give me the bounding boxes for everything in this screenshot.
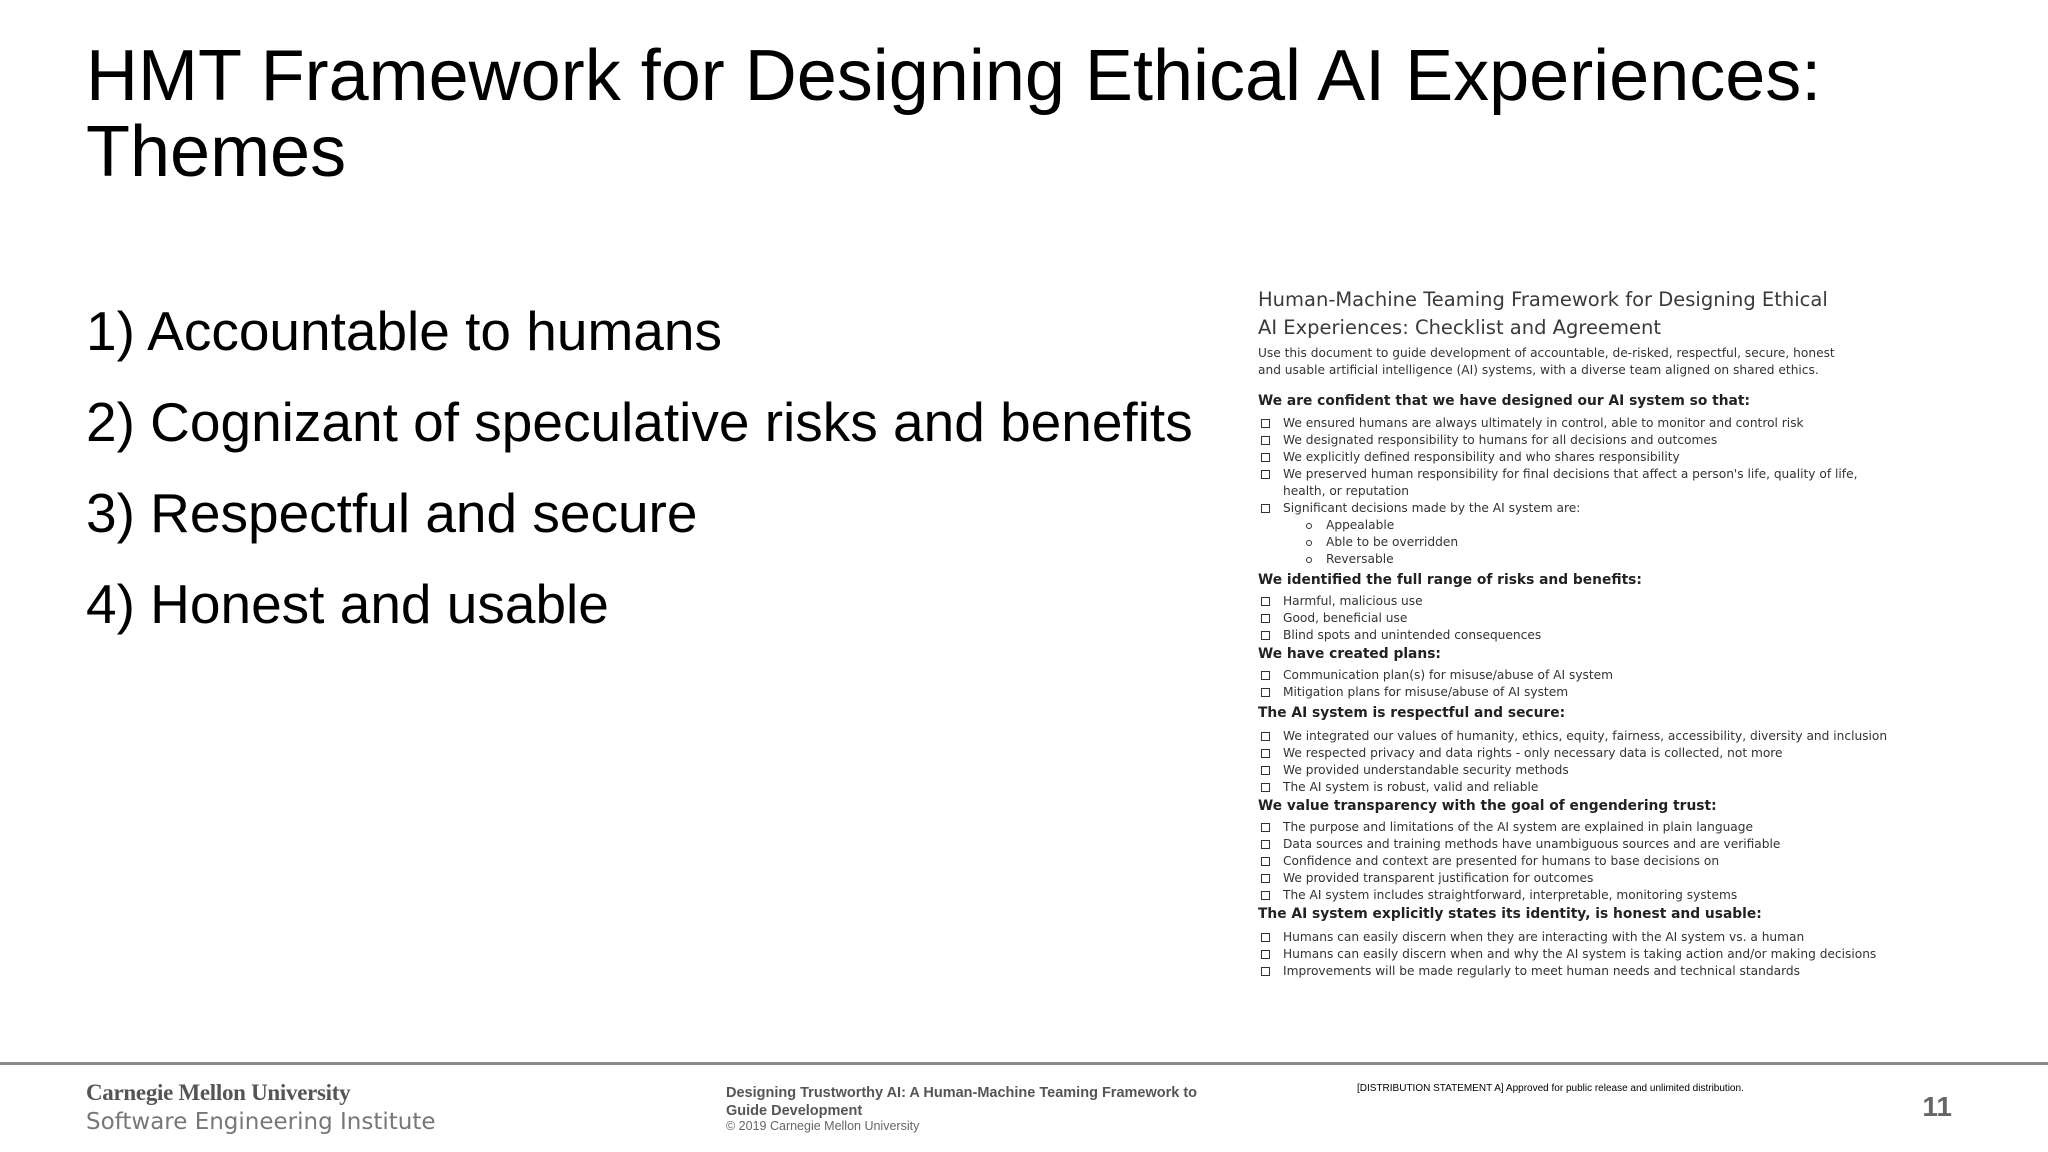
checklist-item-text: Data sources and training methods have unambiguous sources and are verifiable: [1283, 837, 1781, 851]
checklist-title-line: AI Experiences: Checklist and Agreement: [1258, 316, 1661, 339]
sei-logo-text: Software Engineering Institute: [86, 1109, 436, 1135]
checklist-item-text: The AI system is robust, valid and reliable: [1283, 780, 1539, 794]
checklist-item-text: The AI system includes straightforward, interpretable, monitoring systems: [1283, 888, 1738, 902]
checklist-item: [1258, 728, 1888, 745]
checklist-item: [1258, 593, 1868, 610]
checklist-subitem-text: Reversable: [1326, 552, 1394, 566]
checklist-item-text: We provided transparent justification for outcomes: [1283, 871, 1594, 885]
checkbox-icon: [1261, 891, 1270, 900]
checklist-item: [1258, 963, 1868, 980]
checklist-item: [1258, 610, 1868, 627]
theme-item: 4) Honest and usable: [86, 573, 609, 635]
checklist-item: [1258, 449, 1868, 466]
checkbox-icon: [1261, 671, 1270, 680]
checklist-item: [1258, 946, 1877, 963]
checklist-item: [1258, 432, 1868, 449]
checklist-item: [1258, 762, 1868, 779]
checkbox-icon: [1261, 631, 1270, 640]
checkbox-icon: [1261, 688, 1270, 697]
checklist-item-text: Good, beneficial use: [1283, 611, 1408, 625]
checklist-item: [1258, 466, 1868, 483]
checklist-item-text: We ensured humans are always ultimately in control, able to monitor and control risk: [1283, 416, 1804, 430]
checklist-item: [1258, 887, 1868, 904]
checklist-item: [1258, 415, 1868, 432]
checklist-item: [1258, 667, 1868, 684]
checklist-section-heading: The AI system is respectful and secure:: [1258, 705, 1566, 721]
checklist-item: [1258, 684, 1868, 701]
checkbox-icon: [1261, 749, 1270, 758]
checklist-item-text: Confidence and context are presented for humans to base decisions on: [1283, 854, 1720, 868]
checklist-item-text: Blind spots and unintended consequences: [1283, 628, 1542, 642]
footer-divider: [0, 1062, 2048, 1065]
checkbox-icon: [1261, 874, 1270, 883]
checklist-intro-line: Use this document to guide development of accountable, de-risked, respectful, secure, honest: [1258, 346, 1835, 360]
checklist-item-text: Communication plan(s) for misuse/abuse of AI system: [1283, 668, 1614, 682]
checkbox-icon: [1261, 766, 1270, 775]
checklist-item: [1258, 853, 1868, 870]
checkbox-icon: [1261, 783, 1270, 792]
checklist-section-heading: We have created plans:: [1258, 646, 1441, 662]
cmu-logo-text: Carnegie Mellon University: [86, 1080, 351, 1105]
checklist-item: [1258, 819, 1868, 836]
checklist-item: [1258, 627, 1868, 644]
checklist-item: [1258, 745, 1868, 762]
circle-bullet-icon: [1306, 557, 1312, 563]
checkbox-icon: [1261, 436, 1270, 445]
checklist-item: [1258, 500, 1868, 517]
checkbox-icon: [1261, 419, 1270, 428]
checklist-item: [1258, 779, 1868, 796]
theme-item: 3) Respectful and secure: [86, 482, 698, 544]
checklist-item-text: We integrated our values of humanity, ethics, equity, fairness, accessibility, diversity and inclusion: [1283, 729, 1888, 743]
checklist-item-text: The purpose and limitations of the AI system are explained in plain language: [1283, 820, 1754, 834]
checklist-item-text: We preserved human responsibility for final decisions that affect a person's life, quality of life,: [1283, 467, 1858, 481]
checkbox-icon: [1261, 967, 1270, 976]
checklist-subitem-text: Appealable: [1326, 518, 1395, 532]
checklist-subitem: [1258, 534, 1868, 551]
checklist-item-text: Humans can easily discern when and why the AI system is taking action and/or making decisions: [1283, 947, 1877, 961]
checklist-item-text: Significant decisions made by the AI system are:: [1283, 501, 1581, 515]
checklist-title-line: Human-Machine Teaming Framework for Designing Ethical: [1258, 288, 1828, 311]
footer-copyright: © 2019 Carnegie Mellon University: [726, 1119, 920, 1133]
checklist-section-heading: We are confident that we have designed our AI system so that:: [1258, 393, 1750, 409]
circle-bullet-icon: [1306, 523, 1312, 529]
checkbox-icon: [1261, 470, 1270, 479]
checklist-item-text: Improvements will be made regularly to meet human needs and technical standards: [1283, 964, 1800, 978]
footer-presentation-title: Designing Trustworthy AI: A Human-Machine Teaming Framework to Guide Development: [726, 1085, 1198, 1119]
checklist-section-heading: The AI system explicitly states its identity, is honest and usable:: [1258, 906, 1762, 922]
checklist-item-text: We respected privacy and data rights - only necessary data is collected, not more: [1283, 746, 1783, 760]
checklist-item: [1258, 929, 1868, 946]
checklist-item-text: Harmful, malicious use: [1283, 594, 1423, 608]
checklist-item-text: Mitigation plans for misuse/abuse of AI system: [1283, 685, 1569, 699]
checkbox-icon: [1261, 504, 1270, 513]
circle-bullet-icon: [1306, 540, 1312, 546]
checkbox-icon: [1261, 857, 1270, 866]
checklist-item-text: We provided understandable security methods: [1283, 763, 1569, 777]
checkbox-icon: [1261, 933, 1270, 942]
checkbox-icon: [1261, 823, 1270, 832]
themes-list: [86, 300, 1193, 664]
checkbox-icon: [1261, 950, 1270, 959]
checklist-item: [1258, 836, 1868, 853]
checklist-subitem: [1258, 517, 1868, 534]
checklist-item-text: Humans can easily discern when they are interacting with the AI system vs. a human: [1283, 930, 1805, 944]
checklist-subitem-text: Able to be overridden: [1326, 535, 1459, 549]
checkbox-icon: [1261, 597, 1270, 606]
theme-item: 2) Cognizant of speculative risks and benefits: [86, 391, 1193, 453]
checkbox-icon: [1261, 732, 1270, 741]
checkbox-icon: [1261, 840, 1270, 849]
checklist-item-continuation: health, or reputation: [1283, 484, 1409, 498]
theme-item: 1) Accountable to humans: [86, 300, 722, 362]
checkbox-icon: [1261, 453, 1270, 462]
checklist-section-heading: We value transparency with the goal of engendering trust:: [1258, 798, 1717, 814]
page-number: 11: [1922, 1091, 1952, 1122]
checkbox-icon: [1261, 614, 1270, 623]
checklist-section-heading: We identified the full range of risks and benefits:: [1258, 572, 1642, 588]
distribution-statement: [DISTRIBUTION STATEMENT A] Approved for public release and unlimited distribution.: [1357, 1083, 1744, 1094]
checklist-item-text: We explicitly defined responsibility and who shares responsibility: [1283, 450, 1680, 464]
checklist-document-image: [1258, 286, 1888, 980]
checklist-sections: [1258, 393, 1888, 980]
slide-title: HMT Framework for Designing Ethical AI Experiences: Themes: [86, 36, 1822, 192]
checklist-item: [1258, 870, 1868, 887]
checklist-subitem: [1258, 551, 1868, 568]
checklist-item-text: We designated responsibility to humans for all decisions and outcomes: [1283, 433, 1718, 447]
checklist-intro-line: and usable artificial intelligence (AI) systems, with a diverse team aligned on shared ethics.: [1258, 363, 1819, 377]
